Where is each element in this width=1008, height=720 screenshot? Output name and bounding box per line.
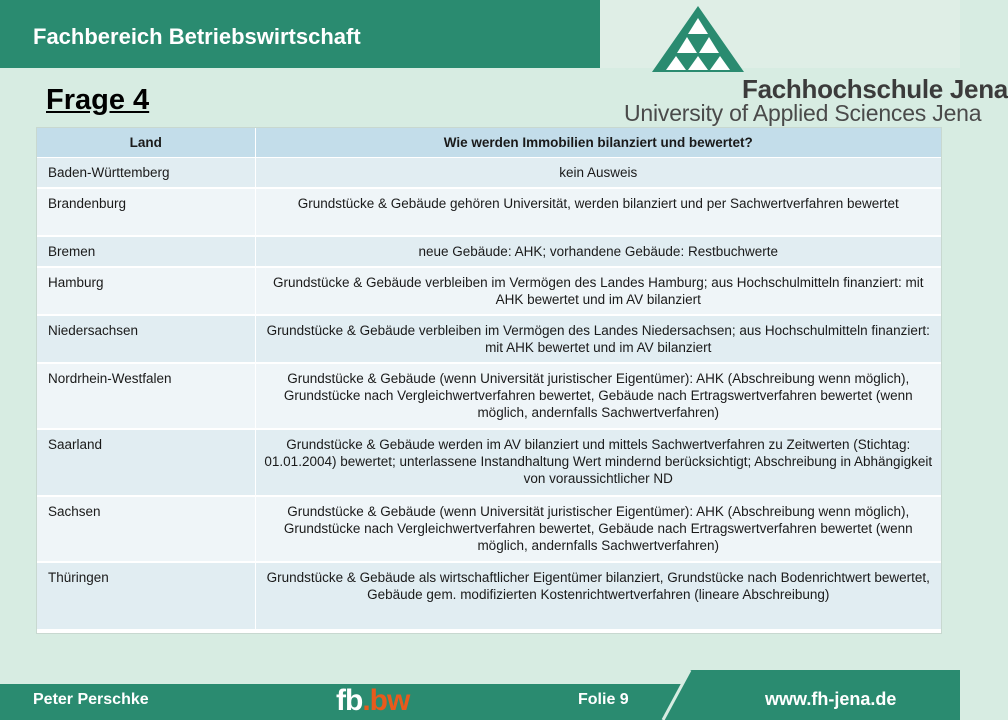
table-row xyxy=(37,157,941,188)
table-header-row xyxy=(37,128,941,157)
triangle-logo-icon xyxy=(648,4,748,74)
cell-text: Grundstücke & Gebäude verbleiben im Vermögen des Landes Hamburg; aus Hochschulmitteln finanziert: mit AHK bewertet und im AV bilanziert xyxy=(255,267,941,315)
cell-land: Thüringen xyxy=(37,562,255,630)
cell-land: Sachsen xyxy=(37,496,255,562)
cell-land: Niedersachsen xyxy=(37,315,255,363)
cell-land: Bremen xyxy=(37,236,255,267)
table-row xyxy=(37,496,941,562)
table-row xyxy=(37,562,941,630)
table-row xyxy=(37,363,941,429)
cell-text: Grundstücke & Gebäude verbleiben im Vermögen des Landes Niedersachsen; aus Hochschulmitteln finanziert: mit AHK bewertet und im AV bilanziert xyxy=(255,315,941,363)
cell-land: Baden-Württemberg xyxy=(37,157,255,188)
footer-author: Peter Perschke xyxy=(33,691,149,708)
brand-dot: . xyxy=(362,684,370,717)
cell-land: Saarland xyxy=(37,429,255,496)
cell-land: Hamburg xyxy=(37,267,255,315)
slide-number: Folie 9 xyxy=(578,691,629,708)
cell-text: Grundstücke & Gebäude werden im AV bilanziert und mittels Sachwertverfahren zu Zeitwerten (Stichtag: 01.01.2004) bewertet; unterlassene Instandhaltung Wert mindernd berücksichtigt; Abschreibung in Abhängigkeit von voraussichtlicher ND xyxy=(255,429,941,496)
table-row xyxy=(37,315,941,363)
table-row xyxy=(37,188,941,236)
slide-title: Frage 4 xyxy=(46,84,150,116)
table-row xyxy=(37,236,941,267)
cell-text: kein Ausweis xyxy=(255,157,941,188)
cell-text: Grundstücke & Gebäude gehören Universität, werden bilanziert und per Sachwertverfahren bewertet xyxy=(255,188,941,236)
university-logo xyxy=(600,0,1008,130)
fb-bw-logo xyxy=(336,684,409,718)
logo-subtitle: University of Applied Sciences Jena xyxy=(624,100,982,126)
department-title: Fachbereich Betriebswirtschaft xyxy=(33,24,361,49)
brand-fb: fb xyxy=(336,684,363,717)
cell-land: Nordrhein-Westfalen xyxy=(37,363,255,429)
cell-text: neue Gebäude: AHK; vorhandene Gebäude: Restbuchwerte xyxy=(255,236,941,267)
cell-land: Brandenburg xyxy=(37,188,255,236)
logo-name: Fachhochschule Jena xyxy=(742,74,1008,104)
table-row xyxy=(37,429,941,496)
cell-text: Grundstücke & Gebäude als wirtschaftlicher Eigentümer bilanziert, Grundstücke nach Bodenrichtwert bewertet, Gebäude gem. modifizierten Kostenrichtwertverfahren (lineare Abschreibung) xyxy=(255,562,941,630)
footer-url-link[interactable]: www.fh-jena.de xyxy=(765,689,897,709)
column-header-question: Wie werden Immobilien bilanziert und bewertet? xyxy=(255,128,941,157)
data-table xyxy=(36,127,942,634)
cell-text: Grundstücke & Gebäude (wenn Universität juristischer Eigentümer): AHK (Abschreibung wenn möglich), Grundstücke nach Vergleichwertverfahren bewertet, Gebäude nach Ertragswertverfahren bewertet (wenn möglich, andernfalls Sachwertverfahren) xyxy=(255,363,941,429)
brand-bw: bw xyxy=(369,684,410,717)
cell-text: Grundstücke & Gebäude (wenn Universität juristischer Eigentümer): AHK (Abschreibung wenn möglich), Grundstücke nach Vergleichwertverfahren bewertet, Gebäude nach Ertragswertverfahren bewertet (wenn möglich, andernfalls Sachwertverfahren) xyxy=(255,496,941,562)
column-header-land: Land xyxy=(37,128,255,157)
table-row xyxy=(37,267,941,315)
